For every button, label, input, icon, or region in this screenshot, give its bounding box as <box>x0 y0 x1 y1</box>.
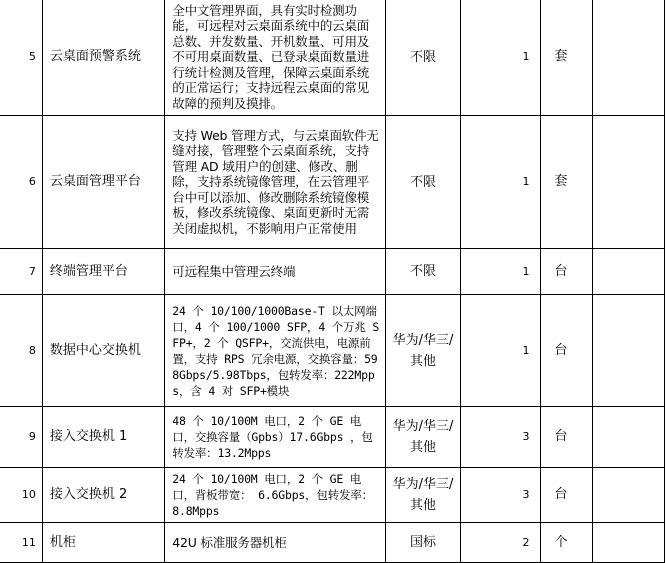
row-number: 10 <box>0 468 42 523</box>
table-row <box>0 249 665 295</box>
item-name: 接入交换机 2 <box>42 468 164 523</box>
blank-cell <box>593 116 665 249</box>
item-quantity: 1 <box>460 249 540 295</box>
item-unit: 台 <box>540 468 593 523</box>
item-unit: 台 <box>540 407 593 468</box>
row-number: 11 <box>0 523 42 563</box>
item-brand: 华为/华三/其他 <box>386 407 461 468</box>
row-number: 9 <box>0 407 42 468</box>
row-number: 8 <box>0 295 42 407</box>
item-description <box>165 0 386 116</box>
item-unit: 台 <box>540 249 593 295</box>
row-number: 6 <box>0 116 42 249</box>
table-row <box>0 0 665 116</box>
item-name: 云桌面预警系统 <box>42 0 164 116</box>
item-quantity: 1 <box>460 0 540 116</box>
item-quantity: 1 <box>460 295 540 407</box>
row-number: 5 <box>0 0 42 116</box>
item-brand: 不限 <box>386 249 461 295</box>
blank-cell <box>593 0 665 116</box>
item-brand: 华为/华三/其他 <box>386 468 461 523</box>
item-description <box>165 407 386 468</box>
item-description-text: 24 个 10/100M 电口，2 个 GE 电口，背板带宽： 6.6Gbps，包转发率：8.8Mpps <box>172 472 373 518</box>
table-row <box>0 523 665 563</box>
item-description-text: 全中文管理界面，具有实时检测功能，可远程对云桌面系统中的云桌面总数、并发数量、开机数量、可用及不可用桌面数量、已登录桌面数量进行统计检测及管理，保障云桌面系统的正常运行；支持远程云桌面的常见故障的预判及摸排。 <box>172 2 370 111</box>
item-brand: 不限 <box>386 116 461 249</box>
item-unit: 个 <box>540 523 593 563</box>
table-row <box>0 295 665 407</box>
item-description-text: 48 个 10/100M 电口，2 个 GE 电口，交换容量（Gpbs）17.6Gbps ，包转发率：13.2Mpps <box>172 414 373 460</box>
blank-cell <box>593 407 665 468</box>
item-name: 云桌面管理平台 <box>42 116 164 249</box>
blank-cell <box>593 295 665 407</box>
item-description-text: 可远程集中管理云终端 <box>172 263 296 279</box>
item-quantity: 1 <box>460 116 540 249</box>
item-name: 终端管理平台 <box>42 249 164 295</box>
row-number: 7 <box>0 249 42 295</box>
blank-cell <box>593 468 665 523</box>
item-name: 数据中心交换机 <box>42 295 164 407</box>
table-row <box>0 407 665 468</box>
table-row <box>0 116 665 249</box>
item-name: 机柜 <box>42 523 164 563</box>
item-description-text: 24 个 10/100/1000Base-T 以太网端口，4 个 100/1000 SFP，4 个万兆 SFP+，2 个 QSFP+，交流供电，电源前置，支持 RPS 冗余电源，交换容量：598Gbps/5.98Tbps，包转发率：222Mpps，含 4 对 SFP+模块 <box>172 303 380 398</box>
item-brand: 不限 <box>386 0 461 116</box>
item-description <box>165 116 386 249</box>
item-description-text: 支持 Web 管理方式，与云桌面软件无缝对接，管理整个云桌面系统，支持管理 AD 域用户的创建、修改、删除，支持系统镜像管理，在云管理平台中可以添加、修改删除系统镜像模板，修改系统镜像、桌面更新时无需关闭虚拟机，不影响用户正常使用 <box>172 127 379 236</box>
item-unit: 套 <box>540 0 593 116</box>
item-quantity: 3 <box>460 407 540 468</box>
blank-cell <box>593 523 665 563</box>
item-name: 接入交换机 1 <box>42 407 164 468</box>
item-brand: 华为/华三/其他 <box>386 295 461 407</box>
item-brand: 国标 <box>386 523 461 563</box>
item-unit: 台 <box>540 295 593 407</box>
item-unit: 套 <box>540 116 593 249</box>
item-quantity: 2 <box>460 523 540 563</box>
item-description <box>165 468 386 523</box>
item-quantity: 3 <box>460 468 540 523</box>
table-row <box>0 468 665 523</box>
item-description <box>165 295 386 407</box>
blank-cell <box>593 249 665 295</box>
item-description-text: 42U 标准服务器机柜 <box>172 534 287 550</box>
item-description <box>165 249 386 295</box>
item-description <box>165 523 386 563</box>
